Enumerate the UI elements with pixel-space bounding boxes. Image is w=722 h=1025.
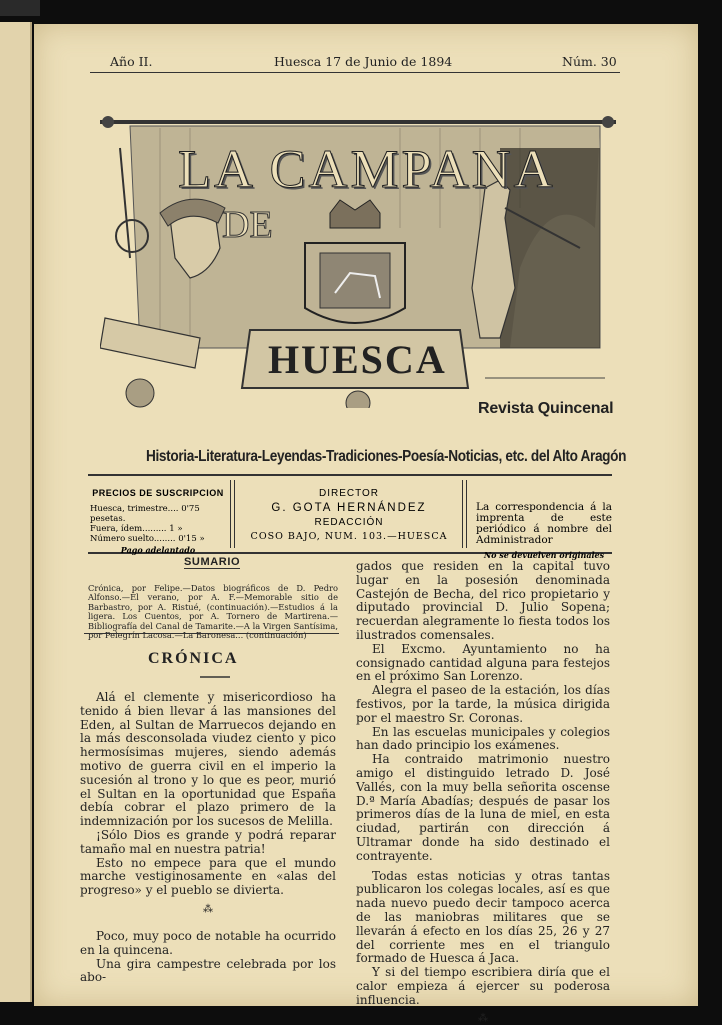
masthead-title-de: DE: [222, 203, 273, 247]
info-divider: [466, 480, 467, 548]
paragraph: Alá el clemente y misericordioso ha tenido á bien llevar á las mansiones del Eden, al Sultan de Marruecos dejando en la más desconsolada viudez ciento y pico hermosísimas mujeres, siendo además motivo de guerra civil en el imperio la sucesión al trono y lo que es peor, murió el Sultan en la oportunidad que España debía cobrar el plazo primero de la indemnización por los sucesos de Melilla.: [80, 691, 336, 829]
cronica-title: CRÓNICA: [148, 650, 238, 668]
paragraph: Poco, muy poco de notable ha ocurrido en la quincena.: [80, 930, 336, 958]
issue-year: Año II.: [110, 54, 152, 69]
paragraph: El Excmo. Ayuntamiento no ha consignado cantidad alguna para festejos en el próximo San Lorenzo.: [356, 643, 610, 684]
price-row: Número suelto........ 0'15 »: [90, 534, 228, 544]
masthead-title-top: LA CAMPANA: [178, 138, 556, 200]
issue-place-date: Huesca 17 de Junio de 1894: [274, 54, 452, 69]
sumario-title: SUMARIO: [184, 556, 240, 569]
masthead-title-bottom: HUESCA: [268, 336, 447, 383]
prices-section: [88, 476, 228, 552]
paragraph: En las escuelas municipales y colegios han dado principio los exámenes.: [356, 726, 610, 754]
redaccion-label: REDACCIÓN: [238, 517, 460, 528]
scan-corner: [0, 0, 40, 16]
info-divider: [234, 480, 235, 548]
cronica-column-right: [356, 560, 610, 1025]
previous-page-edge: [0, 22, 32, 1002]
info-divider: [230, 480, 231, 548]
paragraph: Ha contraido matrimonio nuestro amigo el distinguido letrado D. José Vallés, con la muy bella señorita oscense D.ª María Abadías; después de pasar los primeros días de la luna de miel, en esta ciudad, partirán con dirección á Ultramar donde ha sido destinado el contrayente.: [356, 753, 610, 863]
section-stars: ⁂: [356, 1012, 610, 1025]
prices-title: PRECIOS DE SUSCRIPCION: [88, 488, 228, 498]
paragraph: gados que residen en la capital tuvo lugar en la posesión denominada Castejón de Becha, del rico propietario y diputado provincial D. Julio Sopena; recuerdan alegramente lo fiesta todos los ilustrados comensales.: [356, 560, 610, 643]
paragraph: Alegra el paseo de la estación, los días festivos, por la tarde, la música dirigida por el maestro Sr. Coronas.: [356, 684, 610, 725]
correspondence-note: No se devuelven originales: [476, 550, 612, 560]
prices-list: [88, 504, 228, 544]
price-row: Fuera, ídem......... 1 »: [90, 524, 228, 534]
cronica-ornament: [200, 674, 230, 680]
sumario-text: Crónica, por Felipe.—Datos biográficos de D. Pedro Alfonso.—El verano, por A. F.—Memorable sitio de Barbastro, por A. Ristué, (continuación).—Estudios á la ligera. Los Cuentos, por A. Tornero de Martirena.—Bibliografía del Canal de Tamarite.—A la Virgen Santísima, por Pelegrín Lacosa.—La Baronesa... (continuación): [88, 584, 338, 640]
section-stars: ⁂: [80, 898, 336, 930]
paragraph: Una gira campestre celebrada por los abo-: [80, 958, 336, 986]
price-row: Huesca, trimestre.... 0'75 pesetas.: [90, 504, 228, 524]
section-rule: [84, 633, 339, 634]
paragraph: ¡Sólo Dios es grande y podrá reparar tamaño mal en nuestra patria!: [80, 829, 336, 857]
info-divider: [462, 480, 463, 548]
director-name: G. GOTA HERNÁNDEZ: [238, 502, 460, 514]
header-rule: [90, 72, 620, 73]
cronica-column-left: [80, 691, 336, 985]
correspondence-text: La correspondencia á la imprenta de este periódico á nombre del Administrador: [476, 502, 612, 546]
correspondence-section: [476, 476, 612, 552]
direction-section: [238, 476, 460, 552]
director-label: DIRECTOR: [238, 488, 460, 499]
paragraph: Y si del tiempo escribiera diría que el calor empieza á ejercer su poderosa influencia.: [356, 966, 610, 1007]
info-box: [88, 474, 612, 554]
redaccion-address: COSO BAJO, NUM. 103.—HUESCA: [238, 531, 460, 542]
paragraph: Todas estas noticias y otras tantas publicaron los colegas locales, así es que nada nuevo puedo decir tampoco acerca de las maniobras militares que se llevarán á efecto en los días 25, 26 y 27 del corriente mes en el triangulo formado de Huesca á Jaca.: [356, 870, 610, 967]
paragraph: Esto no empece para que el mundo marche vestiginosamente en «alas del progreso» y el pueblo se divierta.: [80, 857, 336, 898]
issue-number: Núm. 30: [562, 54, 617, 69]
masthead-tagline: Historia-Literatura-Leyendas-Tradiciones-Poesía-Noticias, etc. del Alto Aragón: [146, 448, 626, 466]
prices-note: Pago adelantado: [88, 545, 228, 555]
masthead-subtitle: Revista Quincenal: [478, 400, 613, 418]
